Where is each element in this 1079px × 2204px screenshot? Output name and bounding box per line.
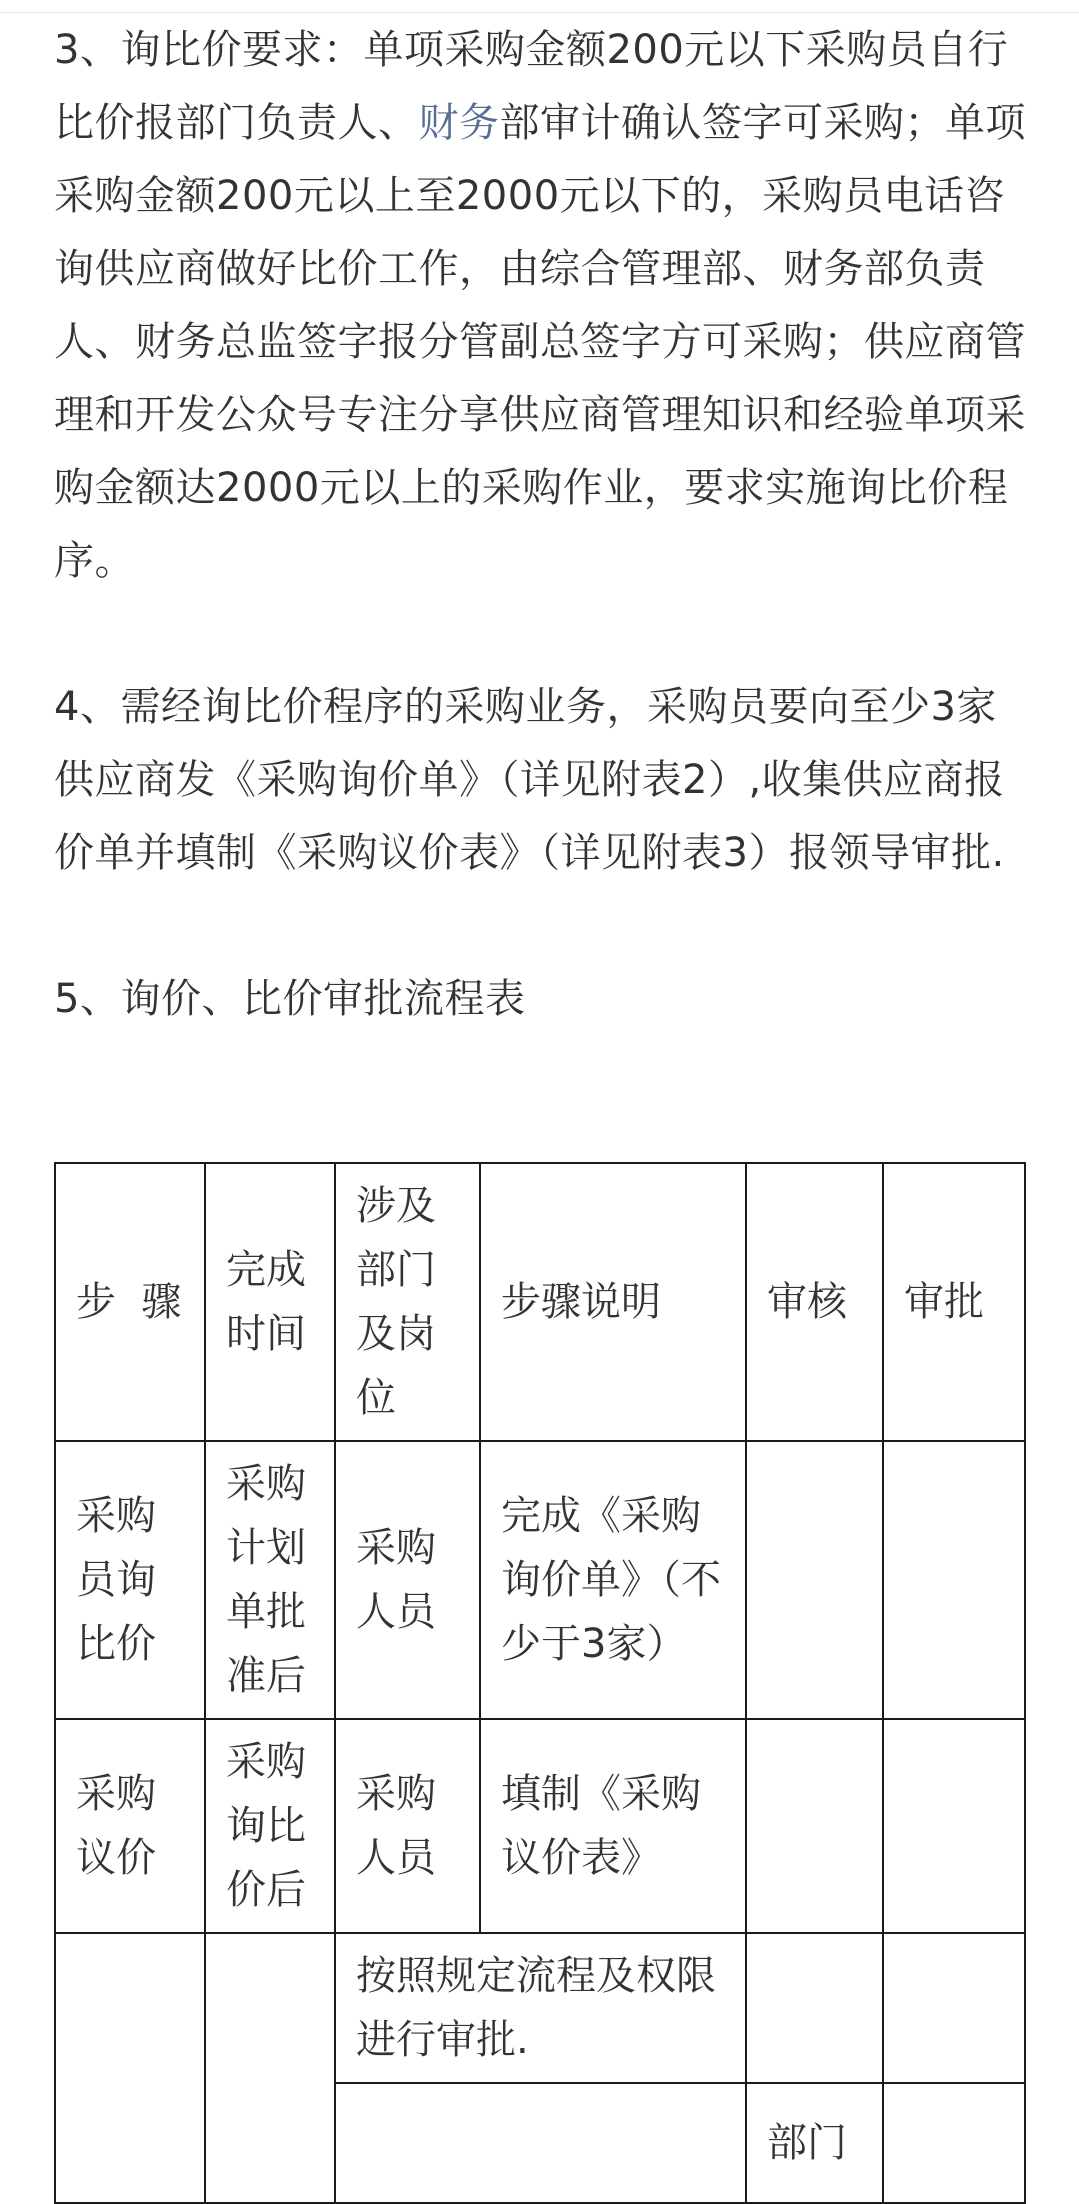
section-title-flow-table: 5、询价、比价审批流程表	[54, 976, 526, 1022]
finance-link[interactable]: 财务	[418, 100, 500, 146]
cell-approve-empty	[883, 1933, 1025, 2083]
top-divider	[0, 12, 1079, 13]
paragraph-3-text-a: 3、询比价要求：单项采购金额200元以下采购员自行比价报部门负责人、	[54, 27, 1009, 146]
cell-desc: 完成《采购询价单》（不少于3家）	[480, 1441, 746, 1719]
cell-review	[746, 1441, 883, 1719]
header-step: 步 骤	[55, 1163, 205, 1441]
cell-approve	[883, 1719, 1025, 1933]
paragraph-3	[54, 14, 1029, 598]
cell-review	[746, 1719, 883, 1933]
cell-approve	[883, 1441, 1025, 1719]
article-body	[54, 14, 1029, 1036]
cell-dept: 采购人员	[335, 1441, 480, 1719]
cell-step: 采购议价	[55, 1719, 205, 1933]
header-time: 完成时间	[205, 1163, 335, 1441]
header-review: 审核	[746, 1163, 883, 1441]
table-row	[55, 1441, 1025, 1719]
cell-dept: 采购人员	[335, 1719, 480, 1933]
header-approve: 审批	[883, 1163, 1025, 1441]
paragraph-4: 4、需经询比价程序的采购业务，采购员要向至少3家供应商发《采购询价单》（详见附表2）,收集供应商报价单并填制《采购议价表》（详见附表3）报领导审批.	[54, 684, 1005, 876]
cell-time: 采购计划单批准后	[205, 1441, 335, 1719]
cell-approval-note: 按照规定流程及权限进行审批.	[335, 1933, 746, 2083]
cell-time-empty	[205, 1933, 335, 2203]
approval-flow-table	[54, 1162, 1026, 2204]
header-dept: 涉及部门及岗位	[335, 1163, 480, 1441]
cell-empty-last	[883, 2083, 1025, 2203]
table-header-row	[55, 1163, 1025, 1441]
header-desc: 步骤说明	[480, 1163, 746, 1441]
cell-desc: 填制《采购议价表》	[480, 1719, 746, 1933]
cell-step: 采购员询比价	[55, 1441, 205, 1719]
cell-time: 采购询比价后	[205, 1719, 335, 1933]
cell-review-empty	[746, 1933, 883, 2083]
cell-step-empty	[55, 1933, 205, 2203]
cell-empty	[335, 2083, 746, 2203]
table-row	[55, 1719, 1025, 1933]
paragraph-3-text-b: 部审计确认签字可采购；单项采购金额200元以上至2000元以下的，采购员电话咨询供应商做好比价工作，由综合管理部、财务部负责人、财务总监签字报分管副总签字方可采购；供应商管理和开发公众号专注分享供应商管理知识和经验单项采购金额达2000元以上的采购作业，要求实施询比价程序。	[54, 100, 1026, 584]
cell-partial-dept: 部门	[746, 2083, 883, 2203]
table-row	[55, 1933, 1025, 2083]
